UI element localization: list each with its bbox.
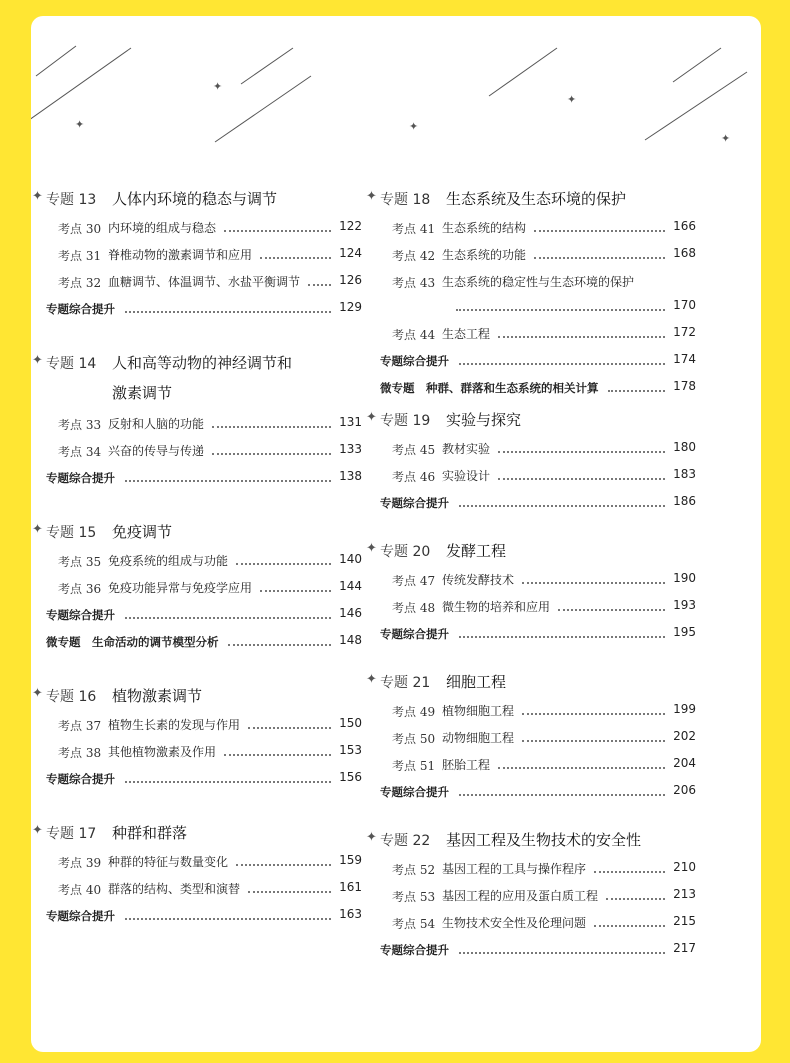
topic-heading[interactable] <box>32 684 362 712</box>
point-number: 考点 41 <box>392 222 436 236</box>
leader-dots <box>248 881 331 893</box>
point-number: 考点 33 <box>58 418 102 432</box>
leader-dots <box>248 717 331 729</box>
topic-heading[interactable] <box>32 351 362 411</box>
toc-section <box>366 670 696 806</box>
toc-entry[interactable] <box>366 463 696 490</box>
page-number: 217 <box>673 941 696 955</box>
toc-entry[interactable] <box>32 411 362 438</box>
page-number: 124 <box>339 246 362 260</box>
topic-title: 实验与探究 <box>446 411 522 429</box>
entry-title: 生态系统的稳定性与生态环境的保护 <box>442 275 635 289</box>
toc-entry[interactable] <box>366 321 696 348</box>
point-number: 考点 51 <box>392 759 436 773</box>
page-number: 148 <box>339 633 362 647</box>
leader-dots <box>498 468 665 480</box>
summary-title: 微专题 种群、群落和生态系统的相关计算 <box>380 381 599 395</box>
entry-title: 生态系统的结构 <box>442 221 527 235</box>
topic-title-continued: 激素调节 <box>112 384 173 402</box>
toc-entry[interactable] <box>32 712 362 739</box>
point-number: 考点 40 <box>58 883 102 897</box>
point-number: 考点 50 <box>392 732 436 746</box>
leader-dots <box>558 599 665 611</box>
point-number: 考点 36 <box>58 582 102 596</box>
toc-entry[interactable] <box>32 548 362 575</box>
toc-entry[interactable] <box>366 215 696 242</box>
toc-entry[interactable] <box>32 438 362 465</box>
entry-title: 植物生长素的发现与作用 <box>108 718 241 732</box>
deco-line <box>645 72 747 140</box>
page-number: 213 <box>673 887 696 901</box>
topic-number: 专题 18 <box>380 192 431 208</box>
summary-entry[interactable] <box>32 296 362 323</box>
page-number: 193 <box>673 598 696 612</box>
leader-dots <box>594 861 665 873</box>
summary-title: 专题综合提升 <box>380 785 449 799</box>
topic-number: 专题 22 <box>380 833 431 849</box>
point-number: 考点 53 <box>392 890 436 904</box>
page-number: 202 <box>673 729 696 743</box>
toc-entry[interactable] <box>366 436 696 463</box>
entry-title: 群落的结构、类型和演替 <box>108 882 241 896</box>
topic-heading[interactable] <box>366 670 696 698</box>
sparkle-icon: ✦ <box>75 118 85 131</box>
point-number: 考点 46 <box>392 470 436 484</box>
page-number: 126 <box>339 273 362 287</box>
leader-dots <box>125 470 331 482</box>
page-number: 204 <box>673 756 696 770</box>
entry-title: 生物技术安全性及伦理问题 <box>442 916 587 930</box>
point-number: 考点 54 <box>392 917 436 931</box>
toc-section <box>366 539 696 648</box>
page-number: 186 <box>673 494 696 508</box>
toc-entry[interactable] <box>366 594 696 621</box>
entry-title: 实验设计 <box>442 469 491 483</box>
entry-title: 动物细胞工程 <box>442 731 515 745</box>
entry-title: 其他植物激素及作用 <box>108 745 217 759</box>
page-number: 215 <box>673 914 696 928</box>
page-number: 129 <box>339 300 362 314</box>
plus-icon: ✦ <box>32 189 43 204</box>
page-number: 138 <box>339 469 362 483</box>
topic-heading[interactable] <box>366 828 696 856</box>
entry-title: 脊椎动物的激素调节和应用 <box>108 248 253 262</box>
summary-title: 专题综合提升 <box>380 627 449 641</box>
page-number: 131 <box>339 415 362 429</box>
leader-dots <box>459 942 665 954</box>
toc-entry[interactable] <box>366 567 696 594</box>
topic-title: 发酵工程 <box>446 542 507 560</box>
toc-right-column <box>366 187 696 964</box>
plus-icon: ✦ <box>366 410 377 425</box>
leader-dots <box>125 301 331 313</box>
summary-entry[interactable] <box>32 903 362 930</box>
leader-dots <box>125 771 331 783</box>
topic-number: 专题 21 <box>380 675 431 691</box>
leader-dots <box>522 730 665 742</box>
entry-title: 微生物的培养和应用 <box>442 600 551 614</box>
entry-title: 免疫系统的组成与功能 <box>108 554 229 568</box>
leader-dots <box>522 572 665 584</box>
topic-title: 生态系统及生态环境的保护 <box>446 190 627 208</box>
deco-line <box>489 48 557 96</box>
sparkle-icon: ✦ <box>721 132 731 145</box>
topic-number: 专题 13 <box>46 192 97 208</box>
topic-heading[interactable] <box>32 821 362 849</box>
entry-title: 免疫功能异常与免疫学应用 <box>108 581 253 595</box>
page-number: 210 <box>673 860 696 874</box>
topic-number: 专题 16 <box>46 689 97 705</box>
leader-dots <box>212 416 331 428</box>
topic-title: 植物激素调节 <box>112 687 203 705</box>
page-number: 140 <box>339 552 362 566</box>
plus-icon: ✦ <box>32 353 43 368</box>
micro-topic-entry[interactable] <box>366 375 696 402</box>
toc-entry[interactable] <box>366 856 696 883</box>
summary-entry[interactable] <box>32 602 362 629</box>
point-number: 考点 42 <box>392 249 436 263</box>
leader-dots <box>498 757 665 769</box>
point-number: 考点 37 <box>58 719 102 733</box>
point-number: 考点 38 <box>58 746 102 760</box>
toc-entry[interactable] <box>32 242 362 269</box>
page-number: 159 <box>339 853 362 867</box>
leader-dots <box>459 495 665 507</box>
summary-entry[interactable] <box>366 937 696 964</box>
summary-entry[interactable] <box>366 779 696 806</box>
entry-title: 植物细胞工程 <box>442 704 515 718</box>
page-number: 174 <box>673 352 696 366</box>
topic-number: 专题 15 <box>46 525 97 541</box>
leader-dots <box>459 784 665 796</box>
toc-entry[interactable] <box>32 849 362 876</box>
summary-title: 专题综合提升 <box>46 772 115 786</box>
page-number: 195 <box>673 625 696 639</box>
point-number: 考点 44 <box>392 328 436 342</box>
entry-title: 种群的特征与数量变化 <box>108 855 229 869</box>
topic-heading[interactable] <box>366 187 696 215</box>
deco-line <box>36 46 76 76</box>
deco-line <box>31 48 131 120</box>
page-number: 183 <box>673 467 696 481</box>
sparkle-icon: ✦ <box>567 93 577 106</box>
plus-icon: ✦ <box>366 672 377 687</box>
page-number: 163 <box>339 907 362 921</box>
entry-title: 内环境的组成与稳态 <box>108 221 217 235</box>
leader-dots <box>534 247 665 259</box>
page-number: 161 <box>339 880 362 894</box>
plus-icon: ✦ <box>366 541 377 556</box>
summary-title: 专题综合提升 <box>380 354 449 368</box>
page-number: 178 <box>673 379 696 393</box>
topic-title: 细胞工程 <box>446 673 507 691</box>
page-number: 199 <box>673 702 696 716</box>
summary-title: 专题综合提升 <box>46 608 115 622</box>
toc-section <box>366 408 696 517</box>
point-number: 考点 45 <box>392 443 436 457</box>
leader-dots <box>456 299 665 311</box>
entry-title: 教材实验 <box>442 442 491 456</box>
page-number: 156 <box>339 770 362 784</box>
leader-dots <box>125 908 331 920</box>
point-number: 考点 35 <box>58 555 102 569</box>
toc-entry[interactable] <box>366 698 696 725</box>
summary-title: 专题综合提升 <box>46 302 115 316</box>
leader-dots <box>260 247 331 259</box>
deco-line <box>215 76 311 142</box>
page-number: 153 <box>339 743 362 757</box>
topic-heading[interactable] <box>32 520 362 548</box>
toc-entry[interactable] <box>366 910 696 937</box>
page-number: 170 <box>673 298 696 312</box>
toc-entry[interactable] <box>32 215 362 242</box>
point-number: 考点 39 <box>58 856 102 870</box>
toc-section <box>366 187 696 402</box>
point-number: 考点 43 <box>392 276 436 290</box>
summary-title: 专题综合提升 <box>46 909 115 923</box>
leader-dots <box>498 326 665 338</box>
summary-entry[interactable] <box>366 348 696 375</box>
topic-title: 基因工程及生物技术的安全性 <box>446 831 642 849</box>
deco-line <box>241 48 293 84</box>
leader-dots <box>236 553 331 565</box>
topic-number: 专题 20 <box>380 544 431 560</box>
leader-dots <box>125 607 331 619</box>
toc-entry[interactable] <box>366 242 696 269</box>
leader-dots <box>594 915 665 927</box>
decorative-header <box>31 16 761 156</box>
plus-icon: ✦ <box>32 686 43 701</box>
entry-title: 生态工程 <box>442 327 491 341</box>
leader-dots <box>606 888 665 900</box>
page-number: 150 <box>339 716 362 730</box>
page-number: 206 <box>673 783 696 797</box>
entry-title: 生态系统的功能 <box>442 248 527 262</box>
toc-left-column <box>32 187 362 930</box>
topic-title: 人体内环境的稳态与调节 <box>112 190 278 208</box>
toc-entry[interactable] <box>32 269 362 296</box>
summary-entry[interactable] <box>366 621 696 648</box>
point-number: 考点 30 <box>58 222 102 236</box>
entry-title: 反射和人脑的功能 <box>108 417 205 431</box>
leader-dots <box>260 580 331 592</box>
page-number: 172 <box>673 325 696 339</box>
topic-heading[interactable] <box>32 187 362 215</box>
toc-section <box>32 187 362 323</box>
topic-heading[interactable] <box>366 539 696 567</box>
point-number: 考点 47 <box>392 574 436 588</box>
summary-entry[interactable] <box>32 465 362 492</box>
leader-dots <box>224 744 331 756</box>
summary-title: 专题综合提升 <box>46 471 115 485</box>
toc-section <box>32 520 362 656</box>
entry-title: 血糖调节、体温调节、水盐平衡调节 <box>108 275 301 289</box>
entry-title: 胚胎工程 <box>442 758 491 772</box>
leader-dots <box>608 380 665 392</box>
toc-section <box>32 821 362 930</box>
leader-dots <box>459 353 665 365</box>
topic-number: 专题 19 <box>380 413 431 429</box>
entry-title: 基因工程的应用及蛋白质工程 <box>442 889 599 903</box>
toc-entry[interactable] <box>32 575 362 602</box>
leader-dots <box>236 854 331 866</box>
leader-dots <box>498 441 665 453</box>
topic-number: 专题 14 <box>46 356 97 372</box>
summary-entry[interactable] <box>32 766 362 793</box>
toc-section <box>366 828 696 964</box>
page-number: 144 <box>339 579 362 593</box>
summary-entry[interactable] <box>366 490 696 517</box>
plus-icon: ✦ <box>366 830 377 845</box>
sparkle-icon: ✦ <box>409 120 419 133</box>
page-number: 122 <box>339 219 362 233</box>
toc-entry[interactable] <box>32 876 362 903</box>
topic-title: 免疫调节 <box>112 523 173 541</box>
deco-line <box>673 48 721 82</box>
toc-entry[interactable] <box>366 883 696 910</box>
topic-title: 人和高等动物的神经调节和 <box>112 354 293 372</box>
point-number: 考点 31 <box>58 249 102 263</box>
plus-icon: ✦ <box>366 189 377 204</box>
page-number: 168 <box>673 246 696 260</box>
plus-icon: ✦ <box>32 823 43 838</box>
plus-icon: ✦ <box>32 522 43 537</box>
toc-entry[interactable] <box>366 752 696 779</box>
summary-title: 专题综合提升 <box>380 496 449 510</box>
point-number: 考点 34 <box>58 445 102 459</box>
point-number: 考点 32 <box>58 276 102 290</box>
toc-section <box>32 684 362 793</box>
summary-title: 专题综合提升 <box>380 943 449 957</box>
leader-dots <box>534 220 665 232</box>
toc-section <box>32 351 362 492</box>
topic-heading[interactable] <box>366 408 696 436</box>
page-number: 190 <box>673 571 696 585</box>
leader-dots <box>459 626 665 638</box>
leader-dots <box>308 274 331 286</box>
toc-entry[interactable] <box>366 269 696 321</box>
point-number: 考点 49 <box>392 705 436 719</box>
topic-number: 专题 17 <box>46 826 97 842</box>
sparkle-icon: ✦ <box>213 80 223 93</box>
entry-title: 兴奋的传导与传递 <box>108 444 205 458</box>
toc-entry[interactable] <box>32 739 362 766</box>
page-number: 146 <box>339 606 362 620</box>
point-number: 考点 52 <box>392 863 436 877</box>
leader-dots <box>212 443 331 455</box>
topic-title: 种群和群落 <box>112 824 188 842</box>
entry-title: 基因工程的工具与操作程序 <box>442 862 587 876</box>
entry-title: 传统发酵技术 <box>442 573 515 587</box>
leader-dots <box>224 220 331 232</box>
toc-entry[interactable] <box>366 725 696 752</box>
point-number: 考点 48 <box>392 601 436 615</box>
leader-dots <box>522 703 665 715</box>
summary-title: 微专题 生命活动的调节模型分析 <box>46 635 219 649</box>
page-number: 166 <box>673 219 696 233</box>
page-number: 180 <box>673 440 696 454</box>
leader-dots <box>228 634 331 646</box>
micro-topic-entry[interactable] <box>32 629 362 656</box>
page-number: 133 <box>339 442 362 456</box>
